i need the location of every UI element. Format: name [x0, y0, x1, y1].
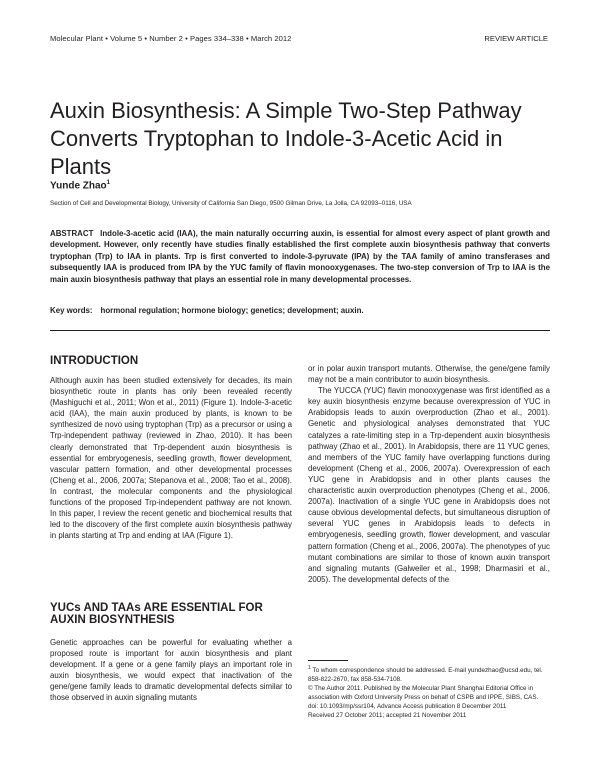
- copyright-notice: © The Author 2011. Published by the Molecular Plant Shanghai Editorial Office in association with Oxford University Press on behalf of CSPB and IPPE, SIBS, CAS.: [308, 684, 539, 701]
- journal-header: Molecular Plant • Volume 5 • Number 2 • Pages 334–338 • March 2012: [50, 34, 292, 43]
- keywords-label: Key words:: [50, 306, 93, 315]
- footnotes: [308, 664, 550, 721]
- intro-heading: INTRODUCTION: [50, 355, 139, 367]
- author-marker: 1: [106, 180, 111, 186]
- abstract-text: Indole-3-acetic acid (IAA), the main naturally occurring auxin, is essential for almost every aspect of plant growth and development. However, only recently have studies finally established the first complete auxin biosynthesis pathway that converts tryptophan (Trp) to IAA in plants. Trp is first converted to indole-3-pyruvate (IPA) by the TAA family of amino transferases and subsequently IAA is produced from IPA by the YUC family of flavin monooxygenases. The two-step conversion of Trp to IAA is the main auxin biosynthesis pathway that plays an essential role in many developmental processes.: [50, 229, 550, 284]
- abstract-label: ABSTRACT: [50, 229, 94, 238]
- affiliation: Section of Cell and Developmental Biology, University of California San Diego, 9500 Gilman Drive, La Jolla, CA 92093–0116, USA: [50, 200, 412, 207]
- right-column: [308, 363, 550, 585]
- yucs-heading: YUCs AND TAAs ARE ESSENTIAL FOR AUXIN BIOSYNTHESIS: [50, 602, 263, 626]
- author-line: [50, 180, 110, 191]
- article-type-label: REVIEW ARTICLE: [484, 34, 548, 43]
- intro-paragraph: [50, 375, 292, 541]
- right-paragraph-1: or in polar auxin transport mutants. Otherwise, the gene/gene family may not be a main contributor to auxin biosynthesis.: [308, 364, 550, 385]
- keywords-text: hormonal regulation; hormone biology; genetics; development; auxin.: [100, 306, 364, 315]
- right-paragraph-2: The YUCCA (YUC) flavin monooxygenase was first identified as a key auxin biosynthesis enzyme because overexpression of YUC in Arabidopsis leads to auxin overproduction (Zhao et al., 2001). Genetic and physiological analyses demonstrated that YUC catalyzes a rate-limiting step in a Trp-dependent auxin biosynthesis pathway (Zhao et al., 2001). In Arabidopsis, there are 11 YUC genes, and members of the YUC family have overlapping functions during development (Cheng et al., 2006, 2007a). Overexpression of each YUC gene in Arabidopsis and in other plants causes the characteristic auxin overproduction phenotypes (Cheng et al., 2006, 2007a). Inactivation of a single YUC gene in Arabidopsis does not cause obvious developmental defects, but simultaneous disruption of several YUC genes in Arabidopsis leads to defects in embryogenesis, seedling growth, flower development, and vascular pattern formation (Cheng et al., 2006, 2007a). The phenotypes of yuc mutant combinations are similar to those of known auxin transport and signaling mutants (Galweiler et al., 1998; Dharmasiri et al., 2005). The developmental defects of the: [308, 386, 550, 584]
- abstract: [50, 228, 550, 285]
- intro-text: Although auxin has been studied extensively for decades, its main biosynthetic route in plants has only been revealed recently (Mashiguchi et al., 2011; Won et al., 2011) (Figure 1). Indole-3-acetic acid (IAA), the main auxin produced by plants, is known to be synthesized de novo using tryptophan (Trp) as a precursor or using a Trp-independent pathway (reviewed in Zhao, 2010). It has been clearly demonstrated that Trp-dependent auxin biosynthesis is essential for embryogenesis, seedling growth, flower development, vascular pattern formation, and other developmental processes (Cheng et al., 2006, 2007a; Stepanova et al., 2008; Tao et al., 2008). In contrast, the molecular components and the physiological functions of the proposed Trp-independent pathway are not known. In this paper, I review the recent genetic and biochemical results that led to the discovery of the first complete auxin biosynthesis pathway in plants starting at Trp and ending at IAA (Figure 1).: [50, 376, 292, 541]
- footnote-divider: [308, 660, 348, 661]
- correspondence-text: To whom correspondence should be addressed. E-mail yundezhao@ucsd.edu, tel. 858-822-2670, fax 858-534-7108.: [308, 667, 543, 683]
- footnote-marker: 1: [308, 665, 311, 671]
- yucs-paragraph: [50, 637, 292, 704]
- keywords: [50, 306, 550, 315]
- doi-line: doi: 10.1093/mp/ssr104, Advance Access publication 8 December 2011: [308, 702, 507, 710]
- yucs-text: Genetic approaches can be powerful for evaluating whether a proposed route is important for auxin biosynthesis and plant development. If a gene or a gene family plays an important role in auxin biosynthesis, we would expect that inactivation of the gene/gene family leads to dramatic developmental defects similar to those observed in auxin signaling mutants: [50, 638, 292, 703]
- article-title: Auxin Biosynthesis: A Simple Two-Step Pathway Converts Tryptophan to Indole-3-Acetic Acid in Plants: [50, 97, 522, 179]
- author-name: Yunde Zhao: [50, 180, 107, 192]
- footnote-correspondence: [308, 664, 550, 685]
- section-divider: [50, 330, 550, 331]
- received-line: Received 27 October 2011; accepted 21 November 2011: [308, 711, 467, 719]
